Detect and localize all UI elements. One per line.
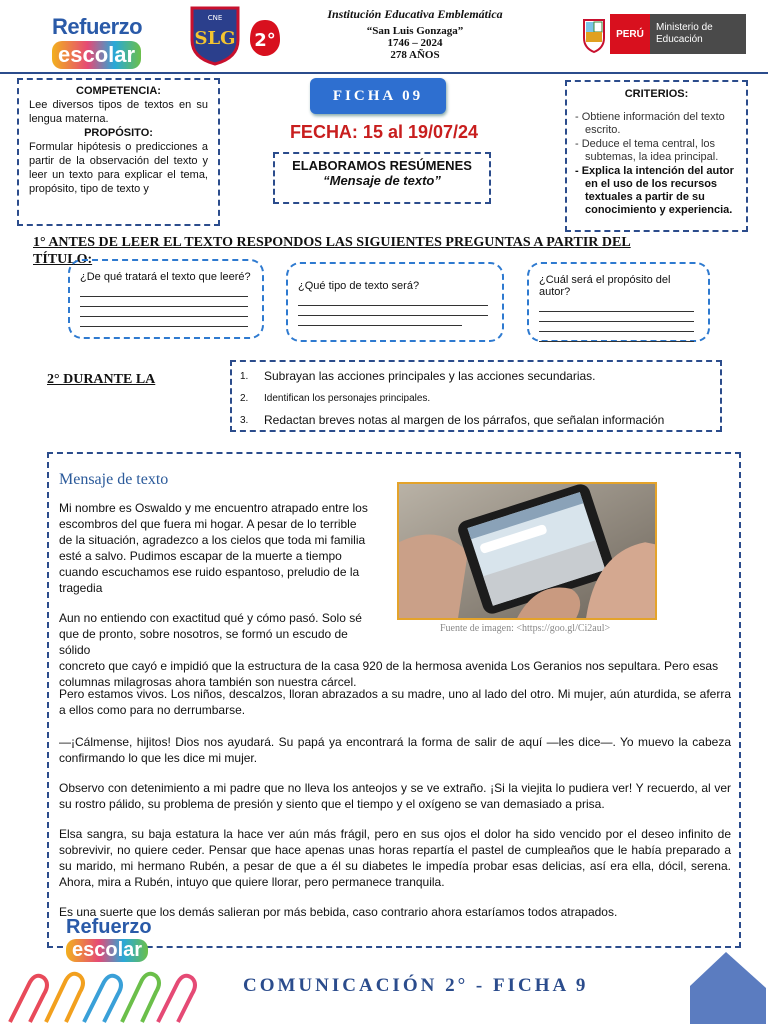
school-info bbox=[300, 7, 530, 61]
crest-top-text: CNE bbox=[207, 14, 223, 22]
ficha-label: FICHA 09 bbox=[310, 78, 446, 114]
answer-line[interactable] bbox=[80, 297, 248, 307]
criterios-list bbox=[575, 111, 738, 217]
answer-line[interactable] bbox=[80, 287, 248, 297]
peru-label: PERÚ bbox=[610, 14, 650, 54]
header-divider bbox=[0, 72, 768, 74]
logo-line1: Refuerzo bbox=[52, 14, 143, 39]
criterio-item: - Obtiene información del texto escrito. bbox=[575, 111, 725, 136]
paperclips-icon bbox=[0, 964, 200, 1024]
item-number: 3. bbox=[240, 414, 249, 426]
proposito-heading: PROPÓSITO: bbox=[84, 127, 153, 139]
reading-paragraph: Elsa sangra, su baja estatura la hace ver aún más frágil, pero en sus ojos el dolor ha sido vencido por el deseo infinito de sobrevivir, no quiere ceder. Pensar que hace apenas unas horas repartía el pastel de cumpleaños que le había preparado a su marido, mi hermano Rubén, a pesar de que a él su diabetes le impedía probar esas delicias, así era ella, dócil, serena. Ahora, mira a Rubén, intuyo que quiere llorar, pero permanece tranquila. bbox=[59, 827, 731, 889]
reading-title: Mensaje de texto bbox=[59, 471, 169, 488]
question-box-2[interactable] bbox=[286, 262, 504, 342]
item-text: Identifican los personajes principales. bbox=[264, 392, 431, 404]
reading-paragraph: Mi nombre es Oswaldo y me encuentro atrapado entre los escombros del que fuera mi hogar. A pesar de lo terrible de la situación, agradezco a los cielos que toda mi familia esté a salvo. Pudimos escapar de la muerte a tiempo cuando escuchamos ese ruido espantoso, preludio de la tragedia bbox=[59, 501, 368, 595]
question-box-3[interactable] bbox=[527, 262, 710, 342]
criterio-item: - Deduce el tema central, los subtemas, la idea principal. bbox=[575, 138, 719, 163]
school-crest-icon bbox=[188, 4, 242, 66]
criterios-heading: CRITERIOS: bbox=[624, 88, 689, 100]
item-text: Redactan breves notas al margen de los párrafos, que señalan información bbox=[264, 413, 665, 427]
phone-texting-image bbox=[397, 482, 657, 620]
competencia-box bbox=[17, 78, 220, 226]
reading-paragraph: Pero estamos vivos. Los niños, descalzos, lloran abrazados a su madre, uno al lado del otro. Mi mujer, aún aturdida, se aferra a ellos como para no derrumbarse. bbox=[59, 687, 731, 717]
answer-line[interactable] bbox=[298, 296, 488, 306]
page-corner-arrow-icon bbox=[686, 950, 768, 1024]
school-years: 1746 – 2024 bbox=[387, 37, 443, 49]
image-caption: Fuente de imagen: <https://goo.gl/Ci2aul> bbox=[440, 623, 611, 634]
item-number: 1. bbox=[240, 370, 249, 382]
grade-text: 2° bbox=[254, 30, 276, 51]
answer-line[interactable] bbox=[80, 307, 248, 317]
answer-line[interactable] bbox=[539, 312, 694, 322]
title-box bbox=[273, 152, 491, 204]
reading-paragraph bbox=[59, 610, 729, 690]
grade-badge bbox=[248, 18, 282, 58]
answer-line[interactable] bbox=[539, 322, 694, 332]
criterio-item: - Explica la intención del autor en el uso de los recursos textuales a partir de su conocimiento y experiencia. bbox=[575, 165, 734, 216]
competencia-heading: COMPETENCIA: bbox=[76, 85, 161, 97]
school-name: “San Luis Gonzaga” bbox=[366, 25, 464, 37]
ministry-label: Ministerio de Educación bbox=[650, 14, 746, 54]
page-title: ELABORAMOS RESÚMENES bbox=[292, 158, 472, 173]
answer-line[interactable] bbox=[539, 332, 694, 342]
reading-paragraph: Es una suerte que los demás salieran por más bebida, caso contrario ahora estaríamos todos atrapados. bbox=[59, 905, 618, 919]
institution-name: Institución Educativa Emblemática bbox=[327, 7, 503, 21]
school-anniversary: 278 AÑOS bbox=[390, 49, 440, 61]
question-1: ¿De qué tratará el texto que leeré? bbox=[80, 271, 251, 283]
logo-line2: escolar bbox=[66, 939, 148, 962]
durante-box bbox=[230, 360, 722, 432]
proposito-text: Formular hipótesis o predicciones a partir de la observación del texto y leer un texto para explicar el tema, propósito, tipo de texto y bbox=[29, 141, 208, 195]
page-subtitle: “Mensaje de texto” bbox=[323, 173, 441, 188]
refuerzo-escolar-logo bbox=[52, 14, 172, 68]
answer-line[interactable] bbox=[298, 316, 462, 326]
antes-heading: 1° ANTES DE LEER EL TEXTO RESPONDOS LAS SIGUIENTES PREGUNTAS A PARTIR DEL TÍTULO: bbox=[33, 235, 631, 267]
reading-paragraph: —¡Cálmense, hijitos! Dios nos ayudará. Su papá ya encontrará la forma de salir de aquí —les dice—. Yo muevo la cabeza confirmando lo que les dice mi mujer. bbox=[59, 735, 731, 765]
reading-paragraph: Observo con detenimiento a mi padre que no lleva los anteojos y se ve extraño. ¡Si la viejita lo pudiera ver! Y recuerdo, al ver su rostro pálido, su problema de presión y siento que el tiempo y el oxígeno se van demasiado a prisa. bbox=[59, 781, 731, 811]
ministry-logo bbox=[578, 14, 746, 54]
durante-item bbox=[240, 387, 712, 409]
question-2: ¿Qué tipo de texto será? bbox=[298, 280, 420, 292]
footer-title: COMUNICACIÓN 2° - FICHA 9 bbox=[243, 975, 589, 996]
crest-text: SLG bbox=[194, 28, 236, 49]
fecha-label: FECHA: 15 al 19/07/24 bbox=[289, 122, 479, 142]
answer-line[interactable] bbox=[80, 317, 248, 327]
durante-heading: 2° DURANTE LA bbox=[47, 372, 156, 387]
footer-logo bbox=[66, 916, 176, 962]
item-text: Subrayan las acciones principales y las acciones secundarias. bbox=[264, 369, 596, 383]
logo-line1: Refuerzo bbox=[66, 916, 152, 938]
durante-item bbox=[240, 365, 712, 387]
competencia-text: Lee diversos tipos de textos en su lengua materna. bbox=[29, 99, 208, 125]
peru-shield-icon bbox=[578, 14, 610, 54]
criterios-box bbox=[565, 80, 748, 232]
logo-line2: escolar bbox=[52, 41, 141, 69]
item-number: 2. bbox=[240, 392, 249, 404]
answer-line[interactable] bbox=[298, 306, 488, 316]
durante-item bbox=[240, 409, 712, 431]
answer-line[interactable] bbox=[539, 302, 694, 312]
reading-text: concreto que cayó e impidió que la estructura de la casa 920 de la hermosa avenida Los Geranios nos sepultara. Pero esas columnas milagrosas ahora también son nuestra cárcel. bbox=[59, 659, 719, 689]
question-box-1[interactable] bbox=[68, 259, 264, 339]
question-3: ¿Cuál será el propósito del autor? bbox=[539, 274, 671, 298]
reading-text: Aun no entiendo con exactitud qué y cómo pasó. Solo sé que de pronto, sobre nosotros, se formó un escudo de sólido bbox=[59, 611, 362, 657]
